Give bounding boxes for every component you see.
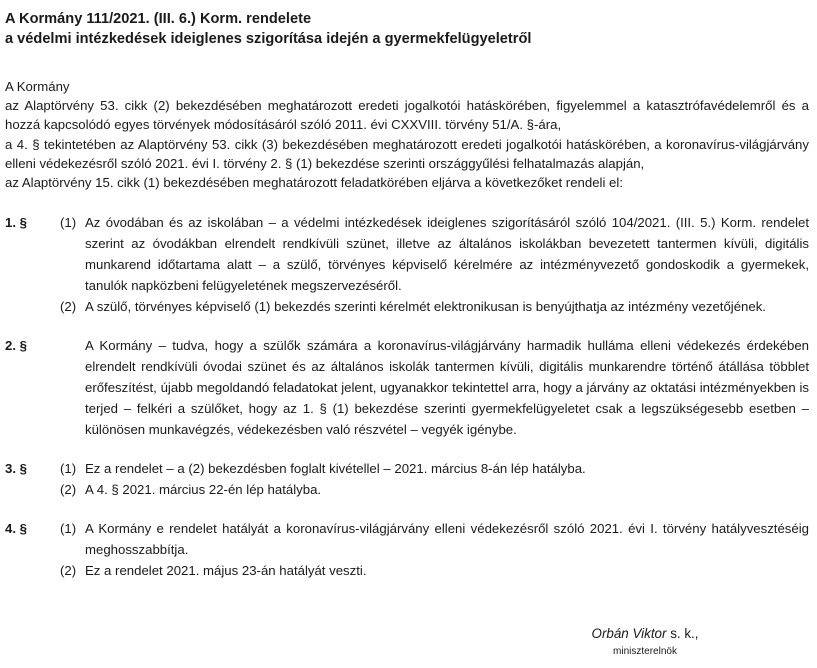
- paragraph: [5, 335, 809, 440]
- paragraph-number: (1): [60, 521, 77, 537]
- signatory-name: Orbán Viktor: [591, 626, 667, 641]
- paragraph-number: (2): [60, 299, 77, 315]
- preamble-line: az Alaptörvény 15. cikk (1) bekezdésében meghatározott feladatkörében eljárva a következőket rendeli el:: [5, 175, 623, 191]
- paragraph-text: Ez a rendelet 2021. május 23-án hatályát veszti.: [85, 563, 367, 579]
- paragraph-text: A Kormány e rendelet hatályát a koronavírus-világjárvány elleni védekezésről szóló 2021. évi I. törvény hatályvesztéséig meghosszabbítja.: [85, 521, 809, 558]
- paragraph-number: (1): [60, 215, 77, 231]
- signatory-title: miniszterelnök: [613, 646, 677, 657]
- title-line-1: A Kormány 111/2021. (III. 6.) Korm. rendelete: [5, 11, 312, 27]
- paragraph: [5, 296, 809, 317]
- signatory-suffix: s. k.,: [666, 626, 699, 641]
- section-number: 3. §: [5, 461, 27, 477]
- document: [5, 9, 809, 581]
- signature-block: [560, 626, 730, 658]
- paragraph-number: (2): [60, 482, 77, 498]
- section-number: 1. §: [5, 215, 27, 231]
- paragraph-text: A 4. § 2021. március 22-én lép hatályba.: [85, 482, 322, 498]
- paragraph-number: (1): [60, 461, 77, 477]
- section-number: 2. §: [5, 338, 27, 354]
- paragraph: [5, 212, 809, 296]
- paragraph: [5, 560, 809, 581]
- section-1: [5, 212, 809, 317]
- preamble-line: A Kormány: [5, 79, 70, 94]
- paragraph-text: Ez a rendelet – a (2) bekezdésben foglalt kivétellel – 2021. március 8-án lép hatályba.: [85, 461, 586, 477]
- section-3: [5, 458, 809, 500]
- paragraph-text: Az óvodában és az iskolában – a védelmi intézkedések ideiglenes szigorításáról szóló 104/2021. (III. 5.) Korm. rendelet szerint az óvodákban elrendelt rendkívüli szünet, illetve az általános iskolákban bevezetett tantermen kívüli, digitális munkarend időtartama alatt – a szülő, törvényes képviselő kérelmére az intézményvezető gondoskodik a gyermekek, tanulók napközbeni felügyeletének megszervezéséről.: [85, 215, 809, 294]
- section-4: [5, 518, 809, 581]
- preamble-line: a 4. § tekintetében az Alaptörvény 53. cikk (3) bekezdésében meghatározott eredeti jogalkotói hatáskörében, a koronavírus-világjárvány elleni védekezésről szóló 2021. évi I. törvény 2. § (1) bekezdése szerinti országgyűlési felhatalmazás alapján,: [5, 136, 809, 171]
- paragraph-text: A Kormány – tudva, hogy a szülők számára a koronavírus-világjárvány harmadik hulláma elleni védekezés érdekében elrendelt rendkívüli óvodai szünet és az általános iskolák tantermen kívüli, digitális munkarendre történő átállása többlet erőfeszítést, újabb megoldandó feladatokat jelent, ugyanakkor tekintettel arra, hogy a járvány az oktatási intézményekben is terjed – felkéri a szülőket, hogy az 1. § (1) bekezdése szerinti gyermekfelügyeletet csak a legszükségesebb esetben – különösen munkavégzés, védekezésben való részvétel – vegyék igénybe.: [85, 338, 809, 438]
- paragraph: [5, 458, 809, 479]
- paragraph-number: (2): [60, 563, 77, 579]
- section-number: 4. §: [5, 521, 27, 537]
- document-title: [5, 9, 809, 49]
- paragraph: [5, 518, 809, 560]
- preamble: [5, 77, 809, 192]
- signatory: [560, 626, 730, 642]
- paragraph: [5, 479, 809, 500]
- preamble-line: az Alaptörvény 53. cikk (2) bekezdésében meghatározott eredeti jogalkotói hatáskörében, figyelemmel a katasztrófavédelemről és a hozzá kapcsolódó egyes törvények módosításáról szóló 2011. évi CXXVIII. törvény 51/A. §-ára,: [5, 98, 809, 133]
- paragraph-text: A szülő, törvényes képviselő (1) bekezdés szerinti kérelmét elektronikusan is benyújthatja az intézmény vezetőjének.: [85, 299, 766, 315]
- section-2: [5, 335, 809, 440]
- title-line-2: a védelmi intézkedések ideiglenes szigorítása idején a gyermekfelügyeletről: [5, 31, 532, 47]
